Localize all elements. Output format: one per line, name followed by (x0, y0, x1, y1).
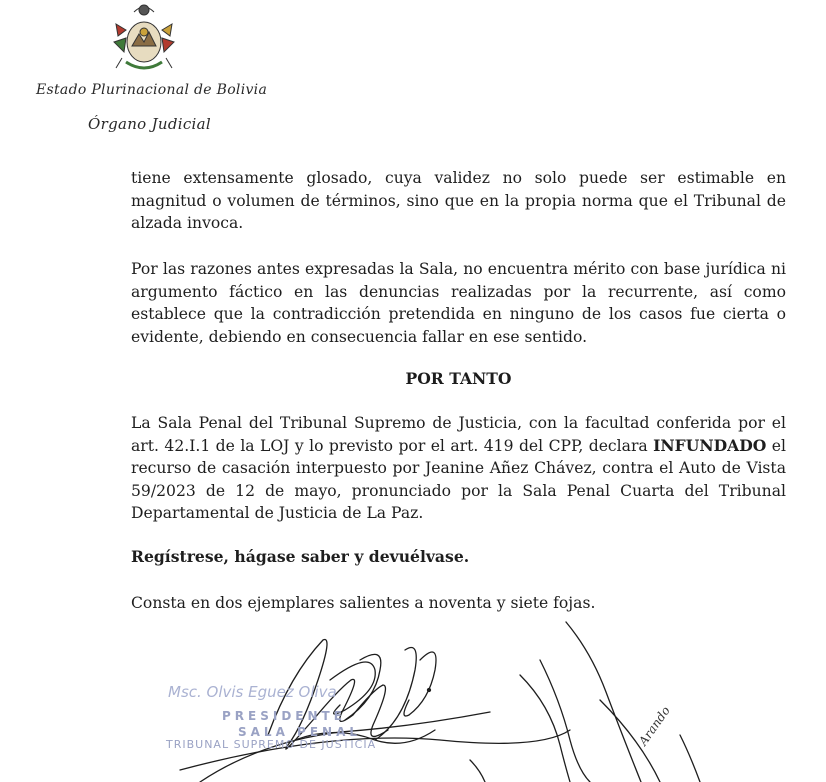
stamp-chamber: SALA PENAL (238, 725, 362, 739)
stamp-role: PRESIDENTE (222, 709, 346, 723)
state-name: Estado Plurinacional de Bolivia (36, 82, 268, 98)
paragraph-1: tiene extensamente glosado, cuya validez no solo puede ser estimable en magnitud o volumen de términos, sino que en la propia norma que el Tribunal de alzada invoca. (131, 169, 786, 232)
copies-note: Consta en dos ejemplares salientes a noventa y siete fojas. (131, 594, 596, 612)
stamp-court: TRIBUNAL SUPREMO DE JUSTICIA (166, 738, 377, 751)
paragraph-3-end: el recurso de casación interpuesto por Jeanine Añez Chávez, contra el Auto de Vista 59/2023 de 12 de mayo, pronunciado por la Sala Penal Cuarta del Tribunal Departamental de Justicia de La Paz. (131, 436, 786, 522)
stamp-name: Msc. Olvis Eguez Oliva (168, 683, 337, 701)
handwritten-signatures (0, 600, 826, 782)
paragraph-3 (131, 412, 786, 525)
verdict-word: INFUNDADO (653, 435, 767, 455)
organ-name: Órgano Judicial (88, 115, 211, 133)
paragraph-2: Por las razones antes expresadas la Sala, no encuentra mérito con base jurídica ni argumento fáctico en las denuncias realizadas por la recurrente, así como establece que la contradicción pretendida en ninguno de los casos fue cierta o evidente, debiendo en consecuencia fallar en ese sentido. (131, 260, 786, 346)
signature-note: Arando (636, 703, 673, 749)
paragraph-3-start: La Sala Penal del Tribunal Supremo de Justicia, con la facultad conferida por el art. 42.I.1 de la LOJ y lo previsto por el art. 419 del CPP, declara (131, 414, 786, 455)
section-title: POR TANTO (405, 369, 512, 388)
bolivia-coat-of-arms-icon (104, 2, 184, 76)
closing-formula: Regístrese, hágase saber y devuélvase. (131, 547, 470, 566)
